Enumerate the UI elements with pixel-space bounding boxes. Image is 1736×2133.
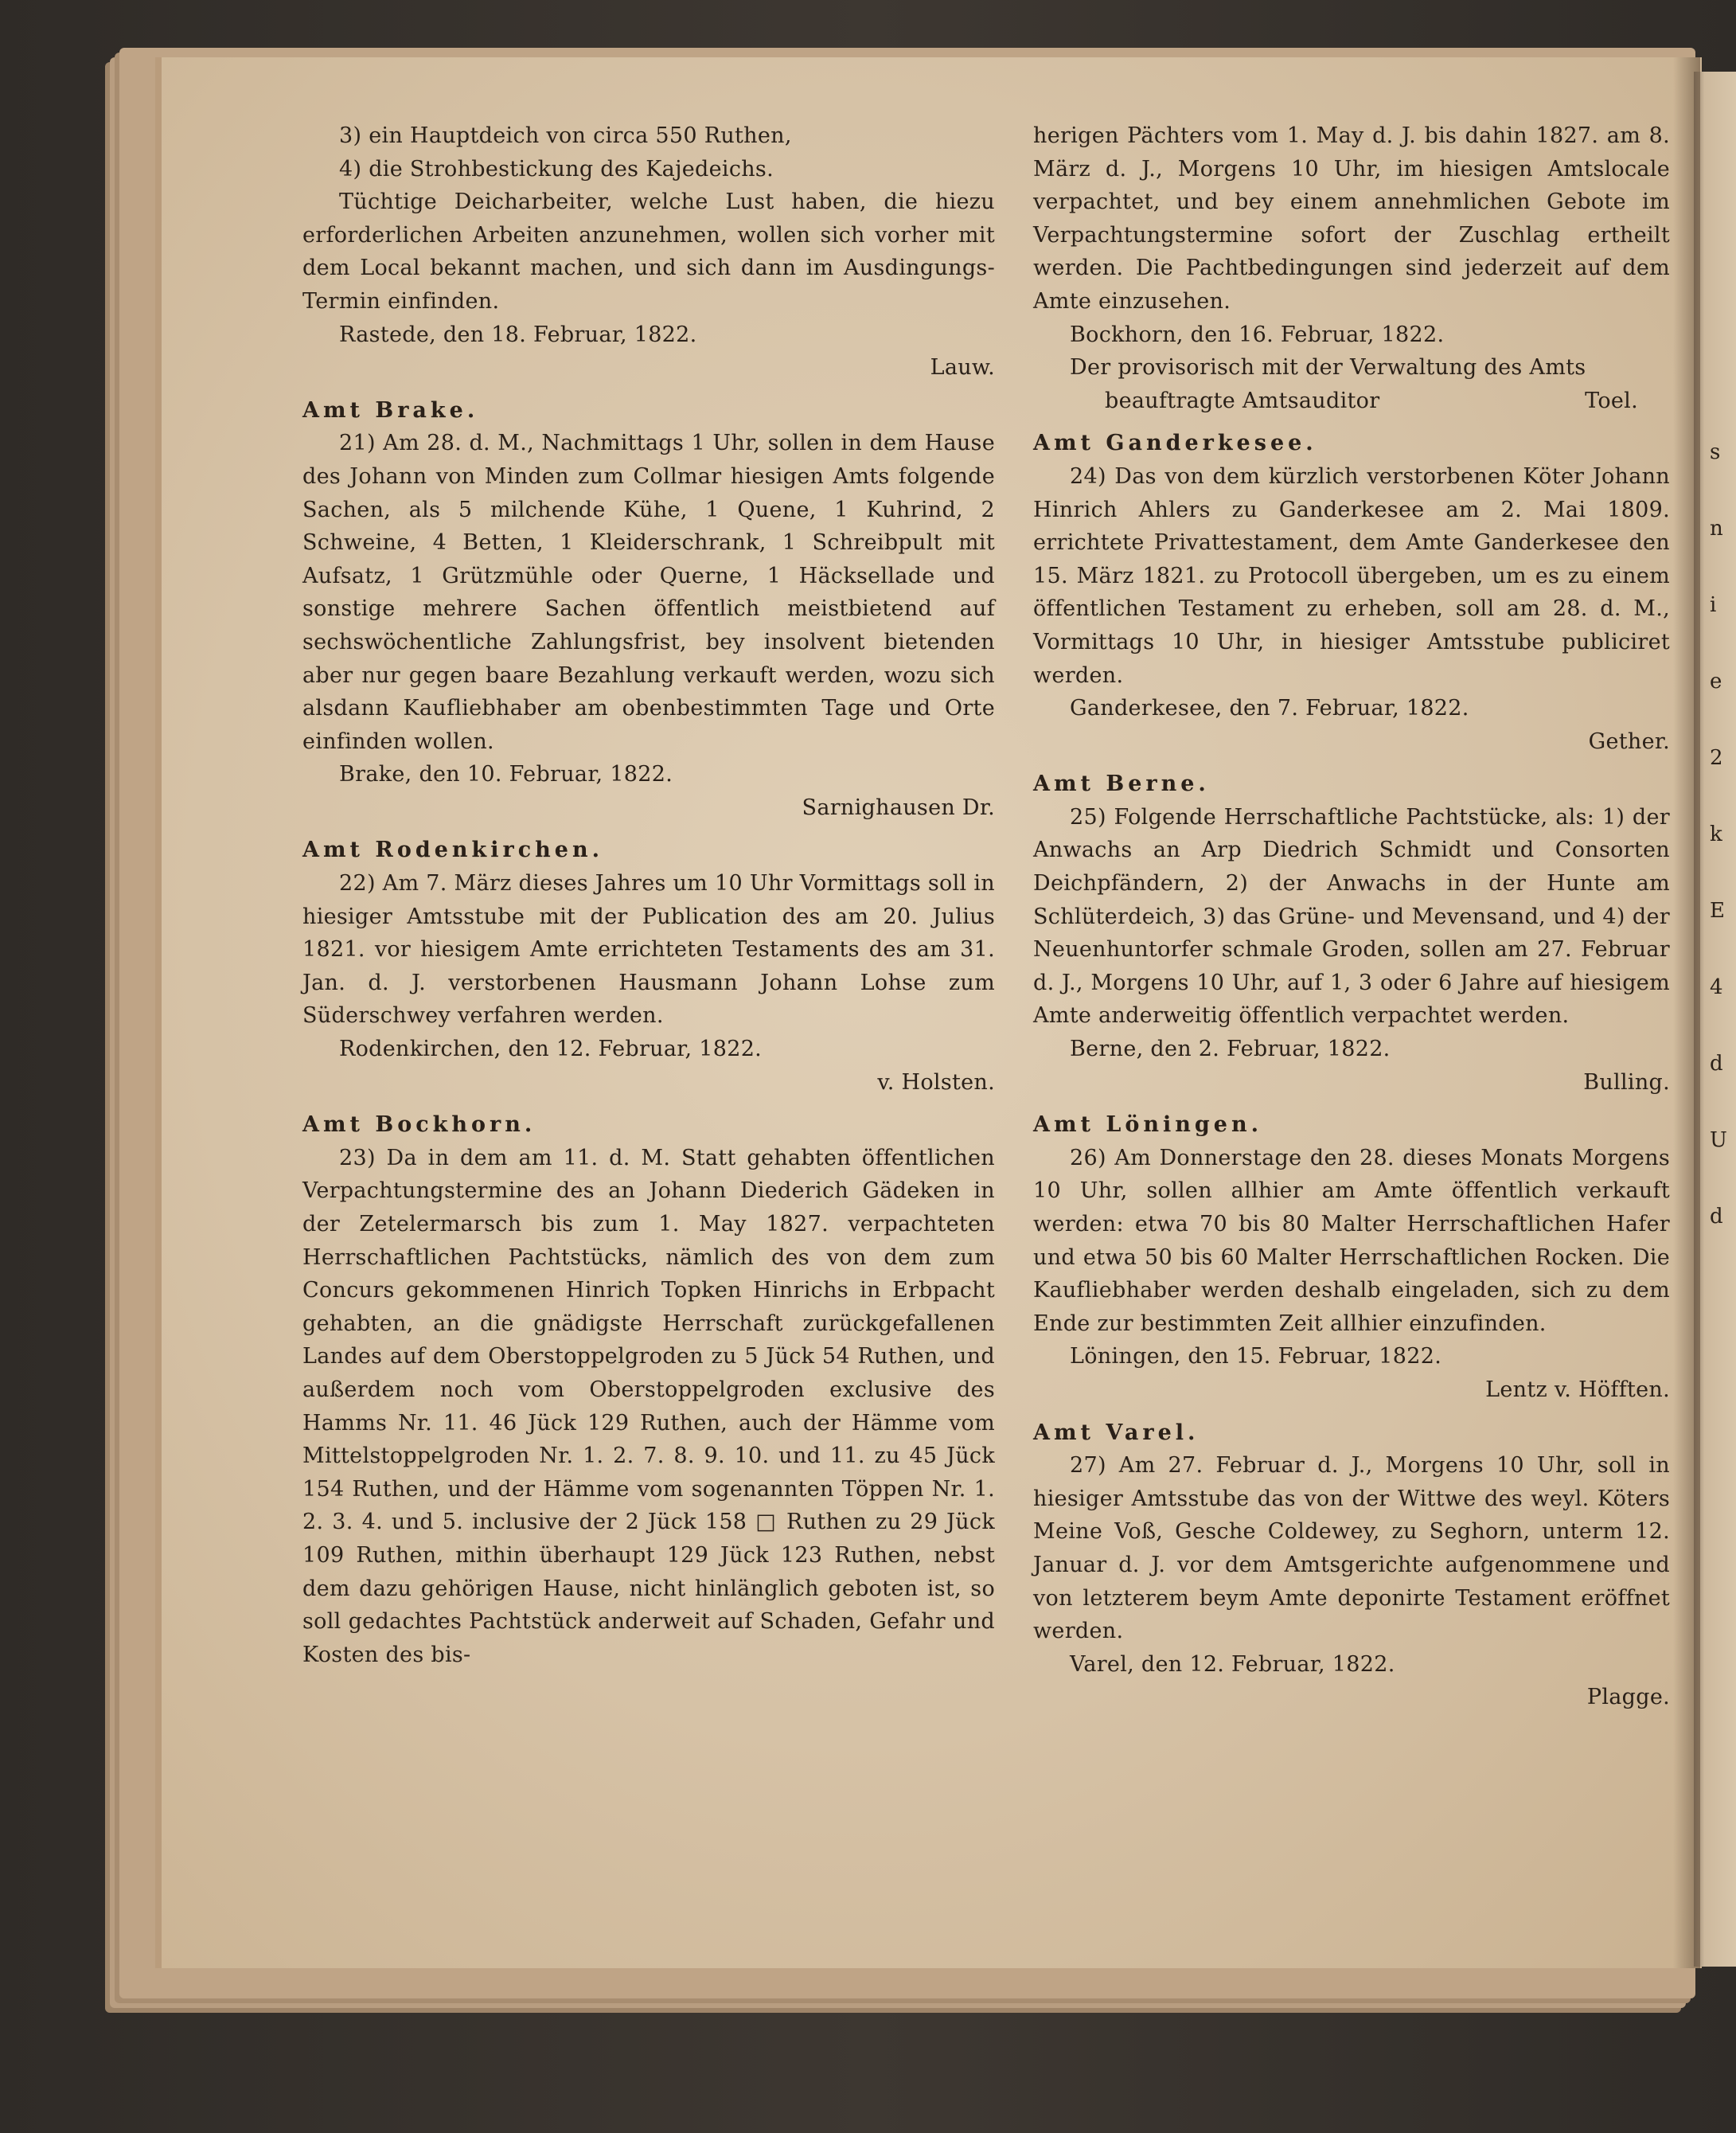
notice-paragraph: Tüchtige Deicharbeiter, welche Lust haben, die hiezu erforderlichen Arbeiten anzunehmen, wollen sich vorher mit dem Local bekannt machen, und sich dann im Ausdingungs-Termin einfinden.	[302, 189, 995, 314]
signature-line	[1033, 385, 1670, 418]
facing-page-letter: d	[1710, 1205, 1723, 1229]
section-heading: Amt Rodenkirchen.	[302, 838, 603, 863]
notice-paragraph: 21) Am 28. d. M., Nachmittags 1 Uhr, sollen in dem Hause des Johann von Minden zum Collmar hiesigen Amts folgende Sachen, als 5 milchende Kühe, 1 Quene, 1 Kuhrind, 2 Schweine, 4 Betten, 1 Kleiderschrank, 1 Schreibpult mit Aufsatz, 1 Grützmühle oder Querne, 1 Häcksellade und sonstige mehrere Sachen öffentlich meistbietend auf sechswöchentliche Zahlungsfrist, bey insolvent bietenden aber nur gegen baare Bezahlung verkauft werden, wozu sich alsdann Kaufliebhaber am obenbestimmten Tage und Orte einfinden wollen.	[302, 431, 995, 754]
facing-page-letter: i	[1710, 593, 1717, 617]
section-heading: Amt Berne.	[1033, 772, 1210, 797]
notice-paragraph: 26) Am Donnerstage den 28. dieses Monats Morgens 10 Uhr, sollen allhier am Amte öffentlich verkauft werden: etwa 70 bis 80 Malter Herrschaftlichen Hafer und etwa 50 bis 60 Malter Herrschaftlichen Rocken. Die Kaufliebhaber werden deshalb eingeladen, sich zu dem Ende zur bestimmten Zeit allhier einzufinden.	[1033, 1145, 1670, 1336]
facing-page-letter: E	[1710, 899, 1725, 923]
facing-page-letter: d	[1710, 1052, 1723, 1076]
facing-page-letter: e	[1710, 670, 1722, 693]
section-heading: Amt Brake.	[302, 397, 479, 423]
signature: Lentz v. Höfften.	[1485, 1377, 1670, 1402]
section-heading: Amt Ganderkesee.	[1033, 431, 1317, 456]
signature-name: Toel.	[1585, 388, 1638, 413]
dateline: Ganderkesee, den 7. Februar, 1822.	[1070, 696, 1469, 721]
notice-paragraph-continued: herigen Pächters vom 1. May d. J. bis dahin 1827. am 8. März d. J., Morgens 10 Uhr, im hiesigen Amtslocale verpachtet, und bey einem annehmlichen Gebote im Verpachtungstermine sofort der Zuschlag ertheilt werden. Die Pachtbedingungen sind jederzeit auf dem Amte einzusehen.	[1033, 123, 1670, 314]
notice-paragraph: 22) Am 7. März dieses Jahres um 10 Uhr Vormittags soll in hiesiger Amtsstube mit der Publication des am 20. Julius 1821. vor hiesigem Amte errichteten Testaments des am 31. Jan. d. J. verstorbenen Hausmann Johann Lohse zum Süderschwey verfahren werden.	[302, 871, 995, 1029]
facing-page-letter: s	[1710, 440, 1721, 464]
signature: Plagge.	[1586, 1685, 1670, 1710]
dateline: Berne, den 2. Februar, 1822.	[1070, 1037, 1391, 1062]
list-item: 3) ein Hauptdeich von circa 550 Ruthen,	[339, 123, 792, 148]
signature-title: beauftragte Amtsauditor	[1105, 388, 1380, 413]
dateline: Löningen, den 15. Februar, 1822.	[1070, 1344, 1442, 1369]
facing-page-letter: 2	[1710, 746, 1723, 770]
notice-paragraph: 23) Da in dem am 11. d. M. Statt gehabten öffentlichen Verpachtungstermine des an Johann Diederich Gädeken in der Zetelermarsch bis zum 1. May 1827. verpachteten Herrschaftlichen Pachtstücks, nämlich des von dem zum Concurs gekommenen Hinrich Topken Hinrichs in Erbpacht gehabten, an die gnädigste Herrschaft zurückgefallenen Landes auf dem Oberstoppelgroden zu 5 Jück 54 Ruthen, und außerdem noch vom Oberstoppelgroden exclusive des Hamms Nr. 11. 46 Jück 129 Ruthen, auch der Hämme vom Mittelstoppelgroden Nr. 1. 2. 7. 8. 9. 10. und 11. zu 45 Jück 154 Ruthen, und der Hämme vom sogenannten Töppen Nr. 1. 2. 3. 4. und 5. inclusive der 2 Jück 158 □ Ruthen zu 29 Jück 109 Ruthen, mithin überhaupt 129 Jück 123 Ruthen, nebst dem dazu gehörigen Hause, nicht hinlänglich geboten ist, so soll gedachtes Pachtstück anderweit auf Schaden, Gefahr und Kosten des bis-	[302, 1145, 995, 1667]
notice-paragraph: 25) Folgende Herrschaftliche Pachtstücke, als: 1) der Anwachs an Arp Diedrich Schmidt und Consorten Deichpfändern, 2) der Anwachs in der Hunte am Schlüterdeich, 3) das Grüne- und Mevensand, und 4) der Neuenhuntorfer schmale Groden, sollen am 27. Februar d. J., Morgens 10 Uhr, auf 1, 3 oder 6 Jahre auf hiesigem Amte anderweitig öffentlich verpachtet werden.	[1033, 804, 1670, 1029]
facing-page-fragments	[1710, 414, 1736, 1255]
facing-page-letter: k	[1710, 822, 1722, 846]
dateline: Bockhorn, den 16. Februar, 1822.	[1070, 322, 1445, 347]
signature: Sarnighausen Dr.	[802, 795, 995, 820]
dateline: Rastede, den 18. Februar, 1822.	[339, 322, 697, 347]
list-item: 4) die Strohbestickung des Kajedeichs.	[339, 156, 774, 182]
facing-page-letter: 4	[1710, 975, 1723, 999]
section-heading: Amt Varel.	[1033, 1420, 1200, 1445]
dateline: Varel, den 12. Februar, 1822.	[1070, 1651, 1395, 1677]
dateline: Rodenkirchen, den 12. Februar, 1822.	[339, 1037, 763, 1062]
notice-paragraph: 24) Das von dem kürzlich verstorbenen Köter Johann Hinrich Ahlers zu Ganderkesee am 2. Mai 1809. errichtete Privattestament, dem Amte Ganderkesee den 15. März 1821. zu Protocoll übergeben, um es zu einem öffentlichen Testament zu erheben, soll am 28. d. M., Vormittags 10 Uhr, in hiesiger Amtsstube publiciret werden.	[1033, 463, 1670, 688]
right-text-column	[1033, 119, 1670, 1714]
dateline: Brake, den 10. Februar, 1822.	[339, 762, 673, 787]
notice-paragraph: 27) Am 27. Februar d. J., Morgens 10 Uhr, soll in hiesiger Amtsstube das von der Wittwe des weyl. Köters Meine Voß, Gesche Coldewey, zu Seghorn, unterm 12. Januar d. J. vor dem Amtsgerichte aufgenommene und von letzterem beym Amte deponirte Testament eröffnet werden.	[1033, 1453, 1670, 1644]
left-text-column	[302, 119, 995, 1671]
page-gutter	[1673, 57, 1700, 1968]
signature: Gether.	[1588, 729, 1670, 754]
signature: Bulling.	[1583, 1069, 1670, 1095]
facing-page-letter: U	[1710, 1128, 1727, 1152]
signature: v. Holsten.	[877, 1069, 995, 1095]
notice-paragraph: Der provisorisch mit der Verwaltung des Amts	[1070, 355, 1586, 381]
facing-page-letter: n	[1710, 517, 1723, 541]
section-heading: Amt Löningen.	[1033, 1112, 1262, 1138]
section-heading: Amt Bockhorn.	[302, 1112, 536, 1138]
signature: Lauw.	[930, 355, 995, 381]
